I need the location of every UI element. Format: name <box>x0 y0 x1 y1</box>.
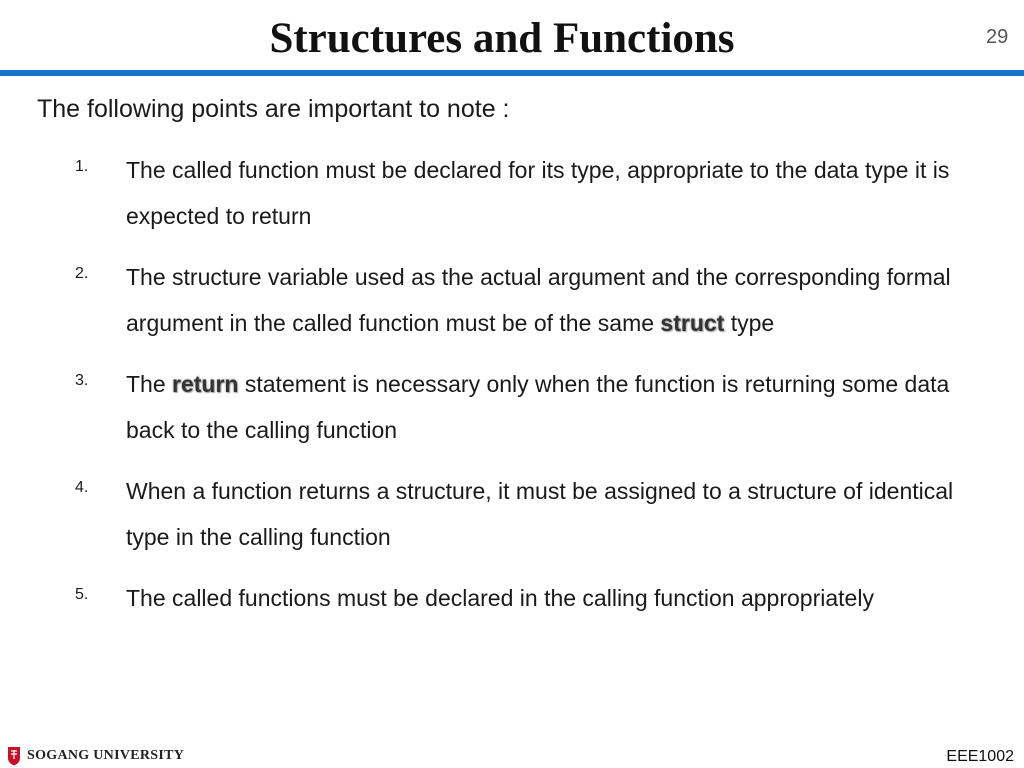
slide-title: Structures and Functions <box>269 15 735 62</box>
list-item <box>0 254 1024 346</box>
university-seal-icon <box>7 746 21 766</box>
point-number: 3. <box>75 372 89 389</box>
list-item <box>0 575 1024 621</box>
keyword-struct: struct <box>660 310 725 336</box>
page-number: 29 <box>986 26 1009 48</box>
course-code: EEE1002 <box>946 748 1014 765</box>
numbered-points-list <box>0 147 1024 636</box>
point-number: 4. <box>75 479 89 496</box>
point-text <box>126 575 994 621</box>
point-text <box>126 254 994 346</box>
text-segment: The structure variable used as the actual argument and the corresponding formal argument in the called function must be of the same <box>126 264 951 336</box>
point-number: 5. <box>75 586 89 603</box>
point-text <box>126 468 994 560</box>
text-segment: type <box>724 310 775 336</box>
point-number: 2. <box>75 265 89 282</box>
intro-text: The following points are important to note : <box>37 95 510 123</box>
keyword-return: return <box>172 371 239 397</box>
list-item <box>0 147 1024 239</box>
list-item <box>0 468 1024 560</box>
point-text <box>126 361 994 453</box>
text-segment: The called functions must be declared in the calling function appropriately <box>126 585 874 611</box>
university-name: SOGANG UNIVERSITY <box>27 748 185 763</box>
text-segment: The called function must be declared for its type, appropriate to the data type it is expected to return <box>126 157 950 229</box>
university-logo <box>7 745 184 767</box>
point-text <box>126 147 994 239</box>
text-segment: When a function returns a structure, it must be assigned to a structure of identical type in the calling function <box>126 478 954 550</box>
text-segment: The <box>126 371 173 397</box>
point-number: 1. <box>75 158 89 175</box>
text-segment: statement is necessary only when the function is returning some data back to the calling function <box>126 371 950 443</box>
list-item <box>0 361 1024 453</box>
title-divider <box>0 70 1024 76</box>
